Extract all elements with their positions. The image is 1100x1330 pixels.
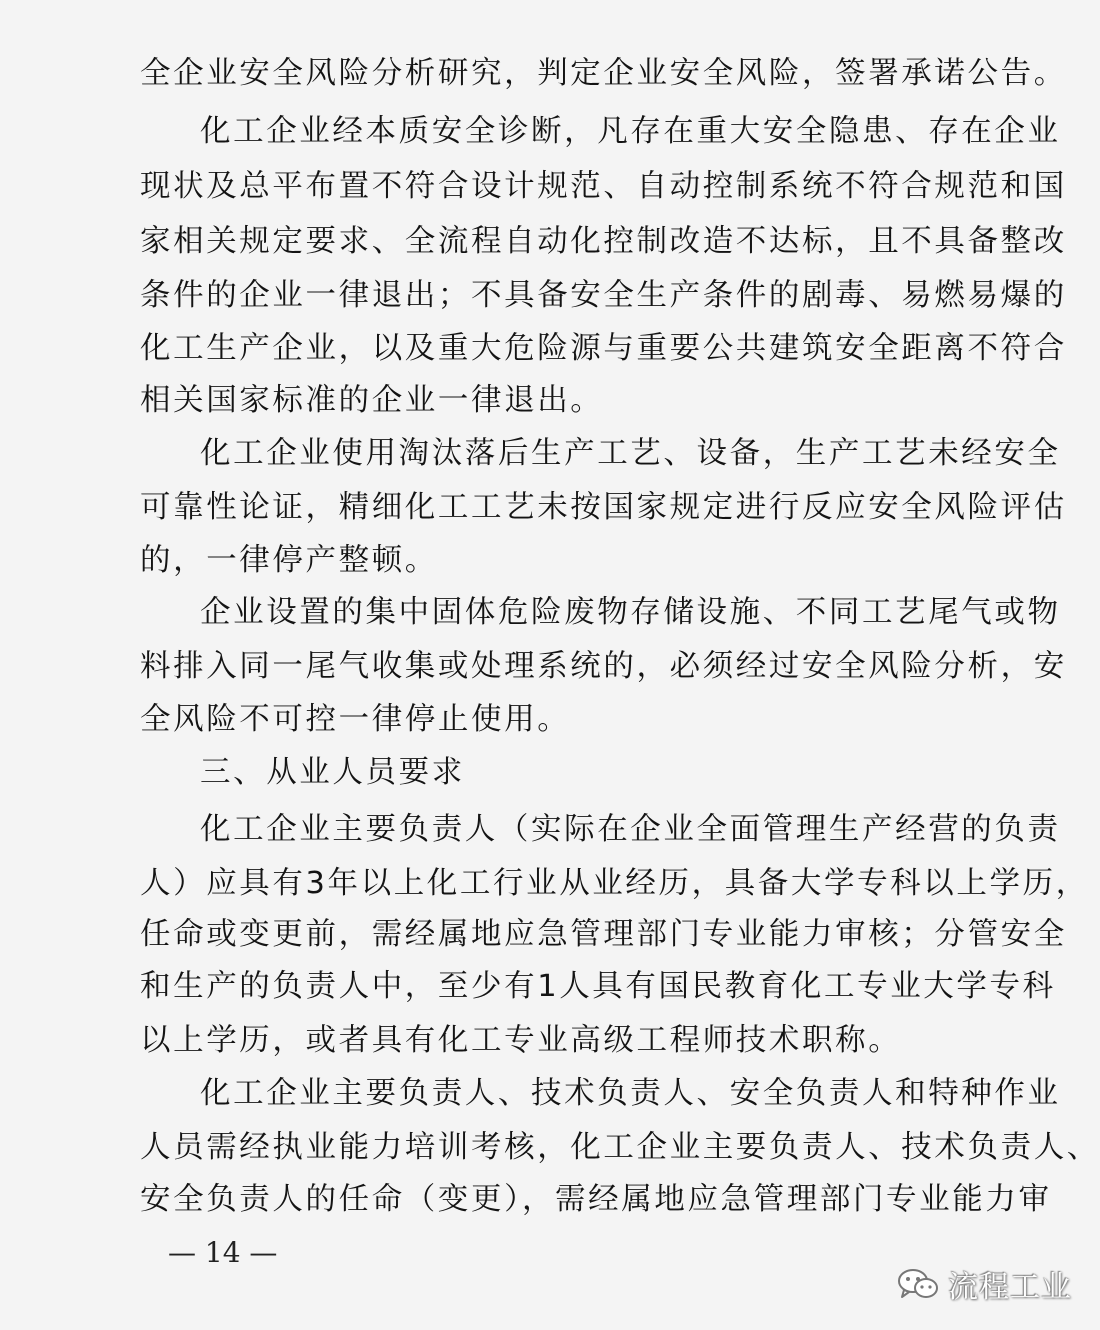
text-line: 人）应具有3年以上化工行业从业经历，具备大学专科以上学历， (140, 866, 1089, 901)
watermark-text: 流程工业 (948, 1270, 1072, 1305)
text-line: 可靠性论证，精细化工工艺未按国家规定进行反应安全风险评估 (140, 490, 1067, 525)
text-line: 化工企业经本质安全诊断，凡存在重大安全隐患、存在企业 (200, 114, 1061, 149)
text-line: 化工企业主要负责人（实际在企业全面管理生产经营的负责 (200, 812, 1061, 847)
text-line: 任命或变更前，需经属地应急管理部门专业能力审核；分管安全 (140, 917, 1067, 952)
text-line: 家相关规定要求、全流程自动化控制改造不达标，且不具备整改 (140, 224, 1067, 259)
text-line: 以上学历，或者具有化工专业高级工程师技术职称。 (140, 1023, 902, 1058)
text-line: 和生产的负责人中，至少有1人具有国民教育化工专业大学专科 (140, 969, 1056, 1004)
text-line: 全风险不可控一律停止使用。 (140, 702, 571, 737)
watermark (896, 1262, 1072, 1306)
text-line: 人员需经执业能力培训考核，化工企业主要负责人、技术负责人、 (140, 1130, 1100, 1165)
text-line: 的，一律停产整顿。 (140, 543, 438, 578)
text-line: 安全负责人的任命（变更），需经属地应急管理部门专业能力审 (140, 1182, 1052, 1217)
text-line: 化工企业主要负责人、技术负责人、安全负责人和特种作业 (200, 1076, 1061, 1111)
page-number: — 14 — (168, 1236, 278, 1269)
wechat-icon (896, 1266, 940, 1302)
text-line: 化工生产企业，以及重大危险源与重要公共建筑安全距离不符合 (140, 331, 1067, 366)
text-line: 现状及总平布置不符合设计规范、自动控制系统不符合规范和国 (140, 169, 1067, 204)
text-line: 全企业安全风险分析研究，判定企业安全风险，签署承诺公告。 (140, 56, 1067, 91)
text-line: 企业设置的集中固体危险废物存储设施、不同工艺尾气或物 (200, 595, 1061, 630)
section-heading: 三、从业人员要求 (200, 755, 465, 790)
text-line: 料排入同一尾气收集或处理系统的，必须经过安全风险分析，安 (140, 649, 1067, 684)
text-line: 相关国家标准的企业一律退出。 (140, 383, 604, 418)
text-line: 条件的企业一律退出；不具备安全生产条件的剧毒、易燃易爆的 (140, 278, 1067, 313)
text-line: 化工企业使用淘汰落后生产工艺、设备，生产工艺未经安全 (200, 436, 1061, 471)
